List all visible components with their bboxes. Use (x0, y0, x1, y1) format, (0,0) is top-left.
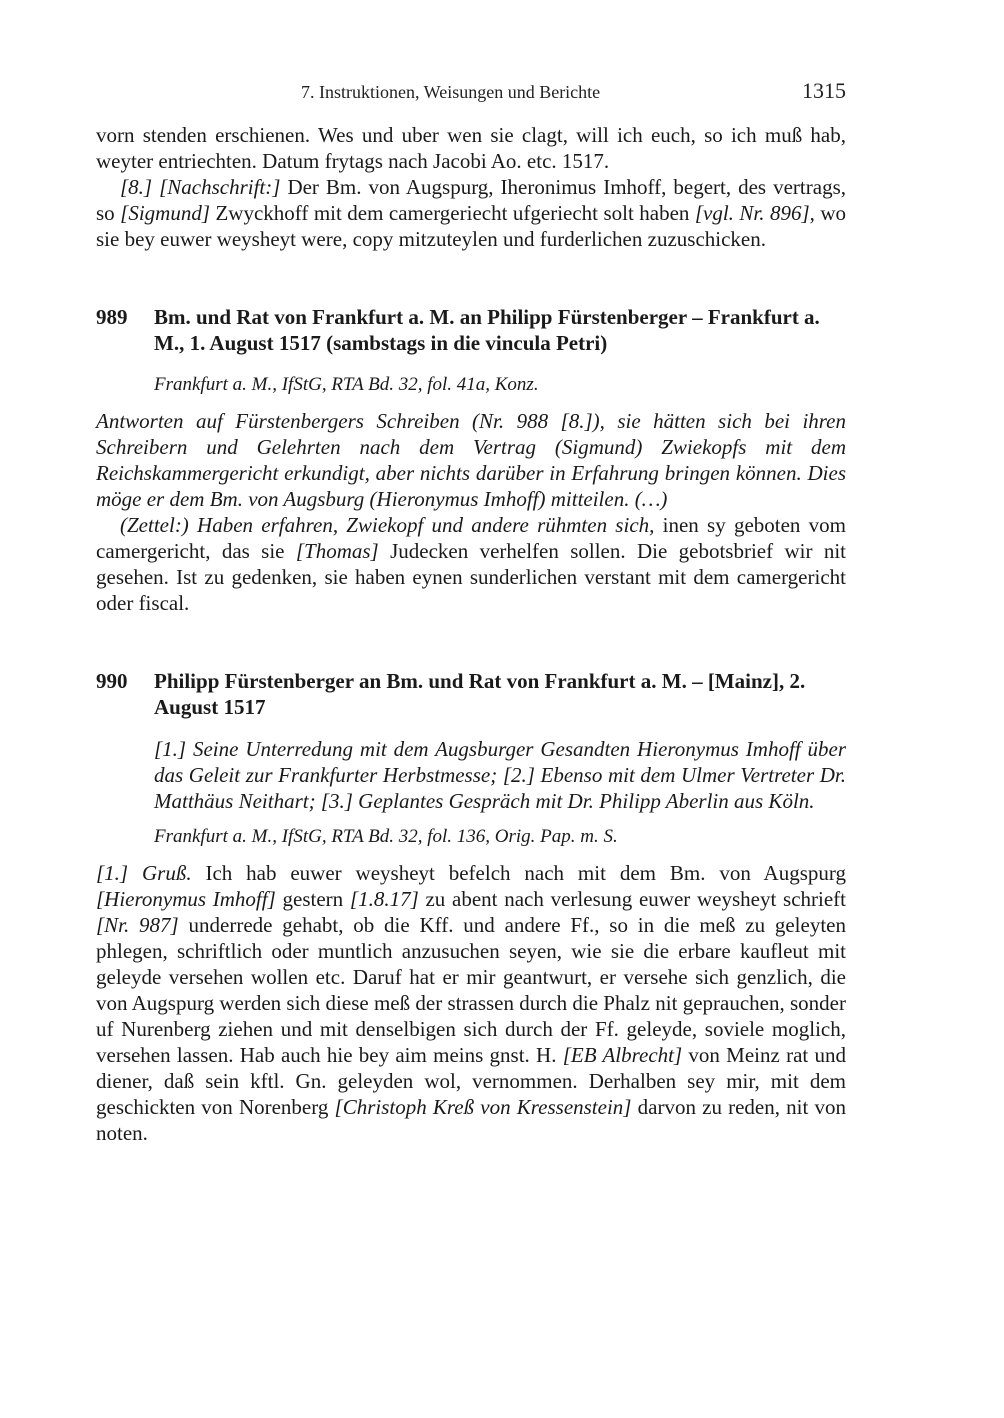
doc-990-number: 990 (96, 669, 128, 693)
page-number: 1315 (802, 78, 846, 103)
doc-990-source: Frankfurt a. M., IfStG, RTA Bd. 32, fol. 136, Orig. Pap. m. S. (154, 826, 618, 847)
doc-990-title: Philipp Fürstenberger an Bm. und Rat von Frankfurt a. M. – [Mainz], 2. August 1517 (154, 669, 806, 719)
doc-989-title: Bm. und Rat von Frankfurt a. M. an Philipp Fürstenberger – Frankfurt a. M., 1. August 1517 (sambstags in die vincula Petri) (154, 305, 820, 355)
page-header (96, 78, 846, 110)
doc-989-summary: Antworten auf Fürstenbergers Schreiben (Nr. 988 [8.]), sie hätten sich bei ihren Schreibern und Gelehrten nach dem Vertrag (Sigmund) Zwiekopfs mit dem Reichskammergericht erkundigt, aber nichts darüber in Erfahrung bringen können. Dies möge er dem Bm. von Augsburg (Hieronymus Imhoff) mitteilen. (…) (96, 409, 846, 511)
doc-989-number: 989 (96, 305, 128, 329)
running-head: 7. Instruktionen, Weisungen und Berichte (301, 82, 601, 102)
doc-990-regest: [1.] Seine Unterredung mit dem Augsburger Gesandten Hieronymus Imhoff über das Geleit zur Frankfurter Herbstmesse; [2.] Ebenso mit dem Ulmer Vertreter Dr. Matthäus Neithart; [3.] Geplantes Gespräch mit Dr. Philipp Aberlin aus Köln. (154, 737, 846, 813)
page-body (96, 122, 846, 1146)
doc-990-text: [1.] Gruß. Ich hab euwer weysheyt befelch nach mit dem Bm. von Augspurg [Hieronymus Imhoff] gestern [1.8.17] zu abent nach verlesung euwer weysheyt schrieft [Nr. 987] underrede gehabt, ob die Kff. und andere Ff., so in die meß zu geleyten phlegen, schriftlich oder muntlich anzusuchen seyen, wie sie die erbare kaufleut mit geleyde versehen wollen etc. Daruf hat er mir geantwurt, er versehe sich genzlich, die von Augspurg werden sich diese meß der strassen durch die Phalz nit geprauchen, sonder uf Nurenberg ziehen und mit denselbigen sich durch der Ff. geleyde, soviele moglich, versehen lassen. Hab auch hie bey aim meins gnst. H. [EB Albrecht] von Meinz rat und diener, daß sein kftl. Gn. geleyden wol, vernommen. Derhalben sey mir, mit dem geschickten von Norenberg [Christoph Kreß von Kressenstein] darvon zu reden, nit von noten. (96, 861, 846, 1145)
doc-989-source: Frankfurt a. M., IfStG, RTA Bd. 32, fol. 41a, Konz. (154, 374, 539, 395)
paragraph-continuation: vorn stenden erschienen. Wes und uber wen sie clagt, will ich euch, so ich muß hab, weyter entriechten. Datum frytags nach Jacobi Ao. etc. 1517. (96, 123, 846, 173)
doc-989-zettel: (Zettel:) Haben erfahren, Zwiekopf und andere rühmten sich, inen sy geboten vom camergericht, das sie [Thomas] Judecken verhelfen sollen. Die gebotsbrief wir nit gesehen. Ist zu gedenken, sie haben eynen sunderlichen verstant mit dem camergericht oder fiscal. (96, 513, 847, 615)
doc-989-heading (96, 304, 846, 356)
doc-990-heading (96, 668, 846, 720)
paragraph-postscript: [8.] [Nachschrift:] Der Bm. von Augspurg, Iheronimus Imhoff, begert, des vertrags, so [Sigmund] Zwyckhoff mit dem camergeriecht ufgeriecht solt haben [vgl. Nr. 896], wo sie bey euwer weysheyt were, copy mitzuteylen und furderlichen zuzuschicken. (96, 175, 846, 251)
